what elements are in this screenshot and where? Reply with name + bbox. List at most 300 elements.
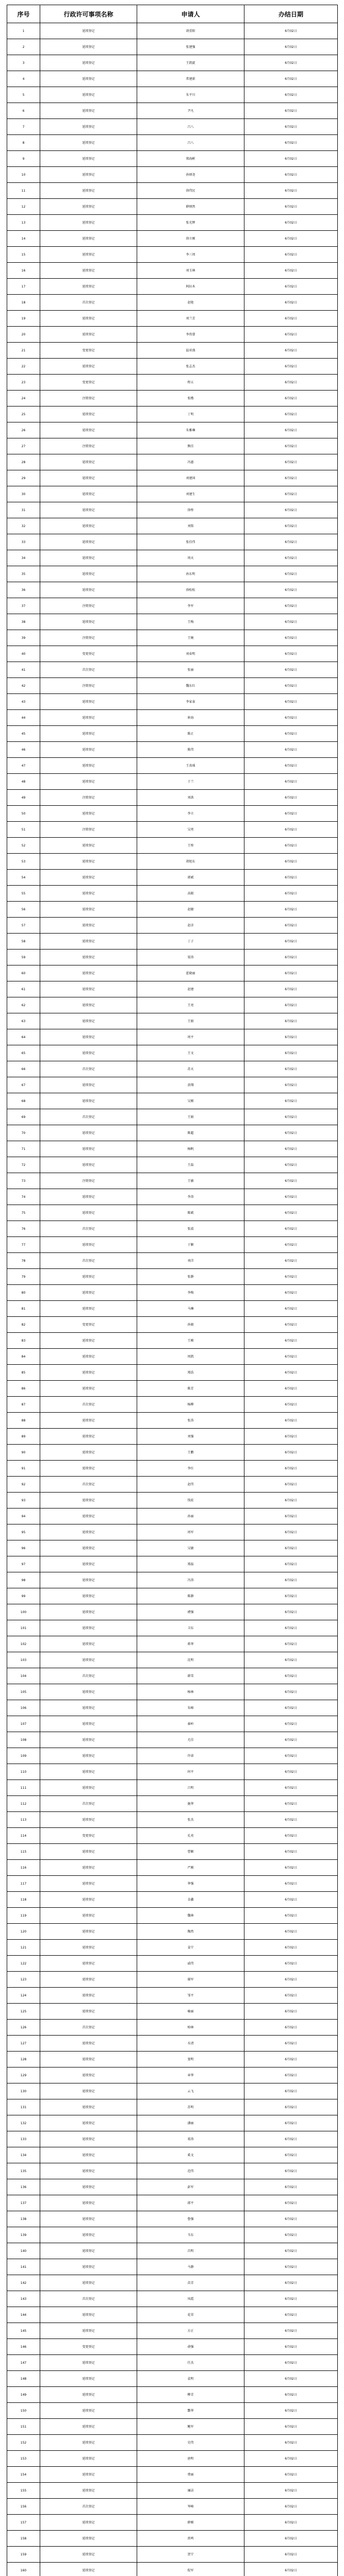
row-index: 7 [7,119,40,135]
row-item-name: 延续登记 [40,1093,137,1109]
row-index: 102 [7,1636,40,1652]
row-applicant: 谢军 [137,1972,244,1988]
row-completion-date: 6月02日 [244,2467,338,2483]
table-row [7,2227,338,2243]
row-applicant: 朱平川 [137,87,244,103]
row-applicant: 徐伟民 [137,183,244,199]
table-row [7,1125,338,1141]
row-applicant: 窦明 [137,2052,244,2067]
row-index: 158 [7,2531,40,2547]
row-applicant: 王磊 [137,1157,244,1173]
table-row [7,343,338,359]
table-row [7,566,338,582]
row-index: 58 [7,934,40,950]
document-page [7,5,337,2576]
row-completion-date: 6月02日 [244,1732,338,1748]
table-row [7,2483,338,2499]
row-index: 5 [7,87,40,103]
row-index: 33 [7,534,40,550]
row-index: 128 [7,2052,40,2067]
row-completion-date: 6月02日 [244,2259,338,2275]
row-index: 96 [7,1540,40,1556]
row-index: 154 [7,2467,40,2483]
row-applicant: 孙晓 [137,1317,244,1333]
row-completion-date: 6月02日 [244,215,338,231]
table-row [7,1540,338,1556]
row-item-name: 延续登记 [40,1812,137,1828]
table-row [7,215,338,231]
row-applicant: 刘玉林 [137,263,244,279]
table-row [7,1029,338,1045]
row-index: 65 [7,1045,40,1061]
table-row [7,1221,338,1237]
row-completion-date: 6月02日 [244,566,338,582]
header-item-name: 行政许可事项名称 [40,5,137,23]
row-item-name: 延续登记 [40,1700,137,1716]
row-index: 112 [7,1796,40,1812]
row-completion-date: 6月02日 [244,1029,338,1045]
row-index: 26 [7,422,40,438]
table-row [7,2531,338,2547]
row-applicant: 韦东 [137,2227,244,2243]
row-applicant: 苗青 [137,2275,244,2291]
row-item-name: 延续登记 [40,1716,137,1732]
row-completion-date: 6月02日 [244,1844,338,1860]
row-index: 92 [7,1477,40,1493]
row-item-name: 延续登记 [40,167,137,183]
row-completion-date: 6月02日 [244,2291,338,2307]
row-completion-date: 6月02日 [244,1828,338,1844]
row-completion-date: 6月02日 [244,486,338,502]
row-index: 139 [7,2227,40,2243]
row-completion-date: 6月02日 [244,151,338,167]
row-index: 104 [7,1668,40,1684]
row-item-name: 延续登记 [40,2483,137,2499]
table-row [7,183,338,199]
row-item-name: 注销登记 [40,678,137,694]
row-index: 149 [7,2387,40,2403]
row-index: 145 [7,2323,40,2339]
row-item-name: 延续登记 [40,2067,137,2083]
row-applicant: 赵建 [137,981,244,997]
row-applicant: 于兰 [137,774,244,790]
row-applicant: 刘建生 [137,486,244,502]
row-applicant: 鲍军 [137,2419,244,2435]
row-completion-date: 6月02日 [244,822,338,838]
row-index: 13 [7,215,40,231]
row-item-name: 延续登记 [40,1029,137,1045]
row-item-name: 延续登记 [40,1604,137,1620]
row-applicant: 李立 [137,806,244,822]
row-index: 150 [7,2403,40,2419]
row-index: 53 [7,854,40,870]
table-row [7,2052,338,2067]
row-applicant: 刘洪 [137,790,244,806]
row-item-name: 延续登记 [40,151,137,167]
table-row [7,1716,338,1732]
row-completion-date: 6月02日 [244,2563,338,2576]
row-completion-date: 6月02日 [244,2052,338,2067]
table-row [7,726,338,742]
row-index: 110 [7,1764,40,1780]
table-row [7,2083,338,2099]
table-header-row [7,5,338,23]
row-applicant: 冯惠 [137,454,244,470]
row-index: 83 [7,1333,40,1349]
row-item-name: 延续登记 [40,1892,137,1908]
table-row [7,1780,338,1796]
row-completion-date: 6月02日 [244,2147,338,2163]
row-index: 119 [7,1908,40,1924]
row-item-name: 延续登记 [40,1493,137,1509]
table-row [7,71,338,87]
row-item-name: 延续登记 [40,726,137,742]
row-index: 109 [7,1748,40,1764]
row-completion-date: 6月02日 [244,1972,338,1988]
header-applicant: 申请人 [137,5,244,23]
row-item-name: 延续登记 [40,1157,137,1173]
row-applicant: 严刚 [137,1860,244,1876]
row-index: 15 [7,247,40,263]
row-index: 113 [7,1812,40,1828]
table-row [7,2451,338,2467]
table-row [7,2020,338,2036]
table-row [7,822,338,838]
row-completion-date: 6月02日 [244,1237,338,1253]
row-completion-date: 6月02日 [244,2307,338,2323]
row-index: 55 [7,886,40,902]
row-completion-date: 6月02日 [244,183,338,199]
row-item-name: 延续登记 [40,1764,137,1780]
table-row [7,1764,338,1780]
row-item-name: 延续登记 [40,2052,137,2067]
table-row [7,406,338,422]
row-item-name: 延续登记 [40,2387,137,2403]
row-applicant: 崔海 [137,710,244,726]
table-row [7,1237,338,1253]
table-row [7,2355,338,2371]
row-item-name: 延续登记 [40,2531,137,2547]
table-row [7,2147,338,2163]
row-completion-date: 6月02日 [244,1301,338,1317]
table-row [7,1828,338,1844]
table-row [7,646,338,662]
row-applicant: 王亮 [137,997,244,1013]
row-item-name: 延续登记 [40,1509,137,1524]
row-index: 12 [7,199,40,215]
row-applicant: 苏明 [137,2099,244,2115]
row-completion-date: 6月02日 [244,454,338,470]
row-item-name: 延续登记 [40,103,137,119]
row-completion-date: 6月02日 [244,758,338,774]
row-applicant: 李红 [137,1461,244,1477]
row-applicant: 张建强 [137,39,244,55]
row-index: 95 [7,1524,40,1540]
table-row [7,454,338,470]
row-completion-date: 6月02日 [244,1764,338,1780]
row-index: 85 [7,1365,40,1381]
table-row [7,1684,338,1700]
table-row [7,2371,338,2387]
row-applicant: 何平 [137,1764,244,1780]
row-applicant: 温亚盛 [137,343,244,359]
row-completion-date: 6月02日 [244,1077,338,1093]
row-applicant: 吕明 [137,1780,244,1796]
row-completion-date: 6月02日 [244,1892,338,1908]
row-applicant: 陈芳 [137,1381,244,1397]
row-index: 45 [7,726,40,742]
row-completion-date: 6月02日 [244,1141,338,1157]
table-row [7,1732,338,1748]
row-applicant: 魏林 [137,1908,244,1924]
row-applicant: 王文 [137,1045,244,1061]
row-completion-date: 6月02日 [244,1189,338,1205]
table-row [7,2211,338,2227]
row-completion-date: 6月02日 [244,838,338,854]
row-applicant: 陈伟 [137,742,244,758]
row-index: 27 [7,438,40,454]
header-completion-date: 办结日期 [244,5,338,23]
row-index: 123 [7,1972,40,1988]
row-applicant: 孙炳尧 [137,167,244,183]
table-row [7,247,338,263]
row-completion-date: 6月02日 [244,582,338,598]
row-applicant: 张杰 [137,1812,244,1828]
row-applicant: 柳青 [137,2387,244,2403]
table-row [7,1509,338,1524]
row-completion-date: 6月02日 [244,1812,338,1828]
table-row [7,1940,338,1956]
row-item-name: 延续登记 [40,1588,137,1604]
table-row [7,375,338,391]
table-row [7,1253,338,1269]
row-item-name: 首次登记 [40,1221,137,1237]
row-completion-date: 6月02日 [244,550,338,566]
row-applicant: 戚伟 [137,1956,244,1972]
row-index: 98 [7,1572,40,1588]
row-completion-date: 6月02日 [244,2275,338,2291]
table-row [7,1700,338,1716]
table-row [7,1205,338,1221]
row-item-name: 变更登记 [40,343,137,359]
row-item-name: 首次登记 [40,662,137,678]
row-completion-date: 6月02日 [244,2547,338,2563]
row-applicant: 邹平 [137,1988,244,2004]
table-row [7,854,338,870]
row-completion-date: 6月02日 [244,1269,338,1285]
row-item-name: 延续登记 [40,1524,137,1540]
row-applicant: 许诺 [137,1748,244,1764]
table-row [7,742,338,758]
row-applicant: 任杰 [137,2355,244,2371]
row-item-name: 延续登记 [40,2275,137,2291]
row-applicant: 于颖 [137,1237,244,1253]
row-completion-date: 6月02日 [244,1045,338,1061]
table-row [7,2067,338,2083]
row-completion-date: 6月02日 [244,406,338,422]
table-row [7,790,338,806]
row-index: 46 [7,742,40,758]
row-item-name: 延续登记 [40,2419,137,2435]
row-index: 9 [7,151,40,167]
row-applicant: 冯涛 [137,1572,244,1588]
row-index: 87 [7,1397,40,1413]
row-completion-date: 6月02日 [244,2499,338,2515]
row-applicant: 马琳 [137,1301,244,1317]
table-row [7,1093,338,1109]
table-row [7,2179,338,2195]
row-item-name: 延续登记 [40,918,137,934]
row-applicant: 喻丽 [137,2004,244,2020]
row-completion-date: 6月02日 [244,790,338,806]
table-row [7,694,338,710]
row-applicant: 王梅 [137,614,244,630]
approval-results-table [7,5,338,2576]
row-item-name: 延续登记 [40,2131,137,2147]
table-row [7,981,338,997]
row-applicant: 尹凡 [137,103,244,119]
row-applicant: 陈斌 [137,1205,244,1221]
row-item-name: 延续登记 [40,119,137,135]
table-row [7,502,338,518]
table-row [7,119,338,135]
row-completion-date: 6月02日 [244,2099,338,2115]
row-index: 66 [7,1061,40,1077]
row-item-name: 延续登记 [40,2147,137,2163]
row-completion-date: 6月02日 [244,1413,338,1429]
table-row [7,997,338,1013]
row-completion-date: 6月02日 [244,1524,338,1540]
row-completion-date: 6月02日 [244,1988,338,2004]
row-item-name: 延续登记 [40,2227,137,2243]
row-completion-date: 6月02日 [244,886,338,902]
row-index: 39 [7,630,40,646]
row-index: 24 [7,391,40,406]
row-applicant: 史伟 [137,2435,244,2451]
row-item-name: 注销登记 [40,1173,137,1189]
row-applicant: 梁涛 [137,950,244,965]
row-index: 29 [7,470,40,486]
table-row [7,1876,338,1892]
row-applicant: 唐明 [137,2451,244,2467]
row-index: 75 [7,1205,40,1221]
row-item-name: 延续登记 [40,694,137,710]
table-row [7,199,338,215]
row-index: 125 [7,2004,40,2020]
row-applicant: 张涛 [137,1413,244,1429]
row-item-name: 延续登记 [40,614,137,630]
row-item-name: 延续登记 [40,1876,137,1892]
row-index: 147 [7,2355,40,2371]
row-applicant: 孙丽 [137,1509,244,1524]
row-completion-date: 6月02日 [244,1924,338,1940]
row-item-name: 延续登记 [40,2323,137,2339]
row-completion-date: 6月02日 [244,518,338,534]
row-index: 10 [7,167,40,183]
table-row [7,870,338,886]
row-item-name: 延续登记 [40,1237,137,1253]
row-completion-date: 6月02日 [244,662,338,678]
row-completion-date: 6月02日 [244,1652,338,1668]
row-applicant: 朱峰 [137,1700,244,1716]
row-item-name: 延续登记 [40,758,137,774]
row-item-name: 延续登记 [40,279,137,295]
table-row [7,2163,338,2179]
row-item-name: 延续登记 [40,2403,137,2419]
row-completion-date: 6月02日 [244,1061,338,1077]
row-completion-date: 6月02日 [244,1013,338,1029]
row-applicant: 王娟 [137,1013,244,1029]
row-item-name: 延续登记 [40,1125,137,1141]
row-item-name: 延续登记 [40,2195,137,2211]
table-row [7,1812,338,1828]
row-completion-date: 6月02日 [244,1700,338,1716]
table-row [7,710,338,726]
table-row [7,391,338,406]
row-index: 131 [7,2099,40,2115]
row-completion-date: 6月02日 [244,2020,338,2036]
row-item-name: 延续登记 [40,87,137,103]
row-applicant: 水清 [137,2036,244,2052]
table-row [7,550,338,566]
row-item-name: 延续登记 [40,502,137,518]
row-applicant: 岑峰 [137,2499,244,2515]
row-index: 63 [7,1013,40,1029]
row-applicant: 尤佳 [137,1732,244,1748]
row-completion-date: 6月02日 [244,1636,338,1652]
table-row [7,1844,338,1860]
row-index: 146 [7,2339,40,2355]
row-item-name: 延续登记 [40,902,137,918]
table-row [7,1652,338,1668]
row-item-name: 延续登记 [40,566,137,582]
row-completion-date: 6月02日 [244,2083,338,2099]
table-row [7,1956,338,1972]
row-applicant: 施华 [137,1796,244,1812]
table-row [7,1429,338,1445]
row-index: 153 [7,2451,40,2467]
row-item-name: 延续登记 [40,1189,137,1205]
row-applicant: 褚强 [137,1604,244,1620]
row-index: 77 [7,1237,40,1253]
row-applicant: 奚文 [137,2147,244,2163]
row-completion-date: 6月02日 [244,646,338,662]
row-item-name: 延续登记 [40,710,137,726]
table-row [7,1445,338,1461]
row-completion-date: 6月02日 [244,2371,338,2387]
table-row [7,1588,338,1604]
row-index: 124 [7,1988,40,2004]
row-index: 28 [7,454,40,470]
row-index: 126 [7,2020,40,2036]
row-item-name: 延续登记 [40,327,137,343]
row-item-name: 延续登记 [40,215,137,231]
row-applicant: 李孜蓉 [137,327,244,343]
row-completion-date: 6月02日 [244,694,338,710]
row-applicant: 刘建国 [137,470,244,486]
row-completion-date: 6月02日 [244,1668,338,1684]
row-item-name: 延续登记 [40,2179,137,2195]
row-applicant: 蒋华 [137,1636,244,1652]
row-index: 129 [7,2067,40,2083]
row-applicant: 张光辉 [137,215,244,231]
row-applicant: 周天 [137,550,244,566]
row-applicant: 郭斌 [137,870,244,886]
table-row [7,2515,338,2531]
row-applicant: 韩雪 [137,1668,244,1684]
row-completion-date: 6月02日 [244,2403,338,2419]
row-item-name: 首次登记 [40,2020,137,2036]
